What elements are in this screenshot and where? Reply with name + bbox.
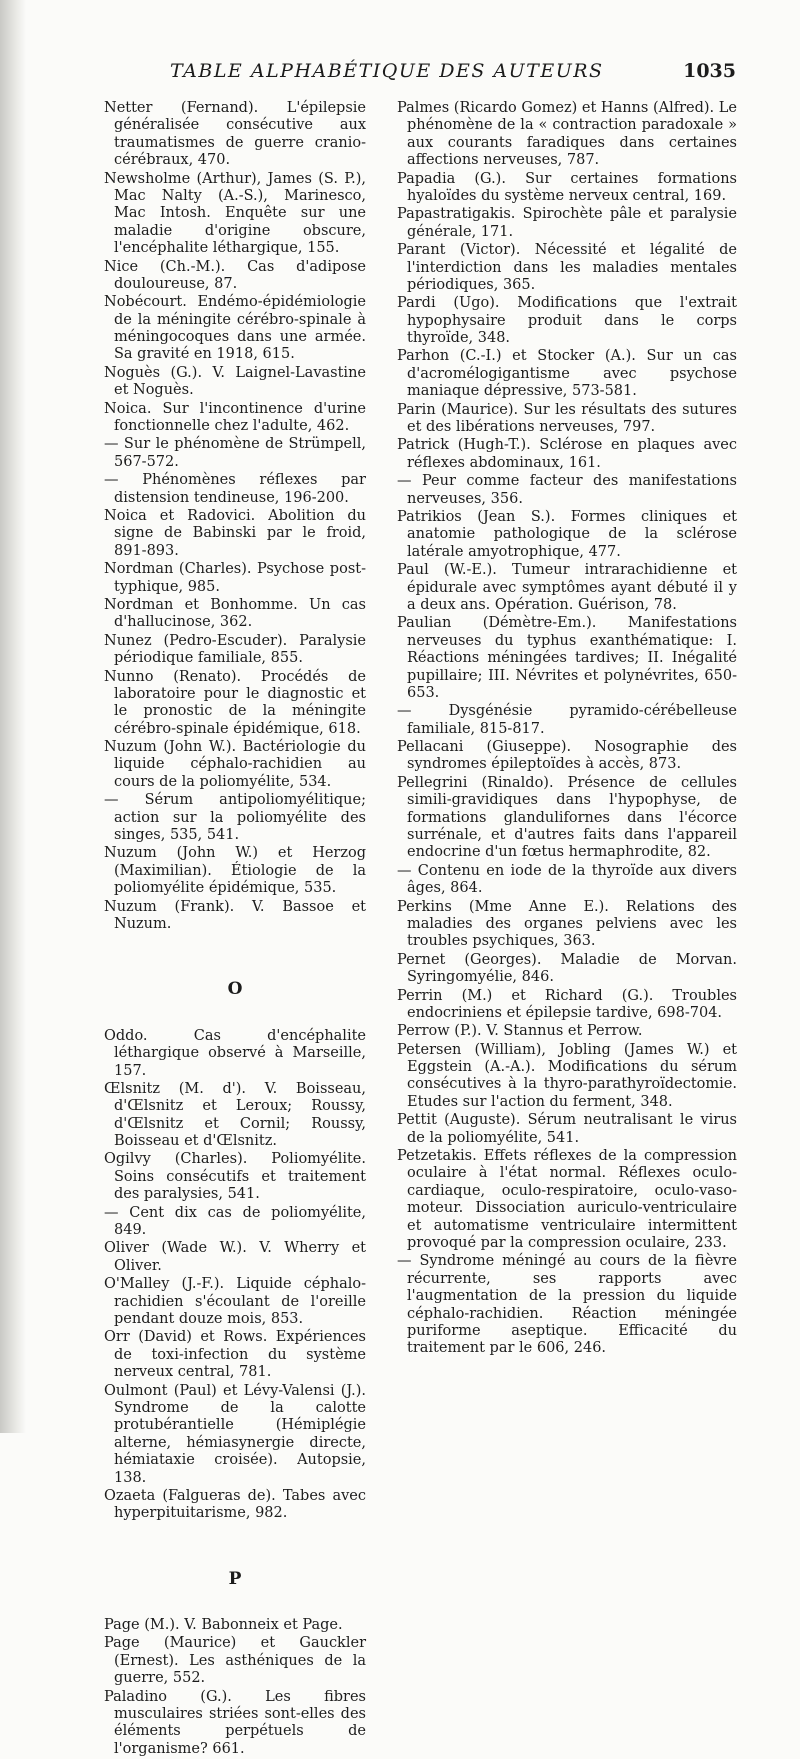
right-column: [397, 100, 737, 1359]
page-number: 1035: [683, 60, 736, 82]
p-entries-left: [104, 1617, 366, 1758]
index-entry: Nordman (Charles). Psychose post-typhique, 985.: [104, 561, 366, 595]
index-entry: Ogilvy (Charles). Poliomyélite. Soins consécutifs et traitement des paralysies, 541.: [104, 1151, 366, 1203]
o-entries: [104, 1028, 366, 1523]
index-entry: — Peur comme facteur des manifestations nerveuses, 356.: [397, 473, 737, 507]
index-entry: Perrow (P.). V. Stannus et Perrow.: [397, 1023, 643, 1040]
index-entry: Newsholme (Arthur), James (S. P.), Mac Nalty (A.-S.), Marinesco, Mac Intosh. Enquête sur une maladie d'origine obscure, l'encéphalite léthargique, 155.: [104, 170, 366, 257]
section-letter-p: P: [228, 1568, 242, 1589]
index-entry: Netter (Fernand). L'épilepsie généralisée consécutive aux traumatismes de guerre cranio-cérébraux, 470.: [104, 100, 366, 169]
index-entry: Parhon (C.-I.) et Stocker (A.). Sur un cas d'acromélogigantisme avec psychose maniaque dépressive, 573-581.: [397, 348, 737, 400]
index-entry: Perrin (M.) et Richard (G.). Troubles endocriniens et épilepsie tardive, 698-704.: [397, 987, 737, 1021]
index-entry: Noguès (G.). V. Laignel-Lavastine et Noguès.: [104, 364, 366, 399]
index-entry: Pellegrini (Rinaldo). Présence de cellules simili-gravidiques dans l'hypophyse, de formations glandulifornes dans l'écorce surrénale, et d'autres faits dans l'appareil endocrine d'un fœtus hermaphrodite, 82.: [397, 774, 737, 861]
index-entry: Patrick (Hugh-T.). Sclérose en plaques avec réflexes abdominaux, 161.: [397, 437, 737, 471]
index-entry: Palmes (Ricardo Gomez) et Hanns (Alfred). Le phénomène de la « contraction paradoxale » aux courants faradiques dans certaines affections nerveuses, 787.: [397, 100, 737, 169]
section-letter-o: O: [227, 979, 243, 1000]
index-entry: Papadia (G.). Sur certaines formations hyaloïdes du système nerveux central, 169.: [397, 170, 737, 204]
index-entry: — Sur le phénomène de Strümpell, 567-572.: [104, 436, 366, 470]
index-entry: Parin (Maurice). Sur les résultats des sutures et des libérations nerveuses, 797.: [397, 401, 737, 436]
index-entry: Nunno (Renato). Procédés de laboratoire pour le diagnostic et le pronostic de la méningite cérébro-spinale épidémique, 618.: [104, 668, 366, 737]
index-entry: Nunez (Pedro-Escuder). Paralysie périodique familiale, 855.: [104, 632, 366, 667]
index-entry: — Syndrome méningé au cours de la fièvre récurrente, ses rapports avec l'augmentation de la pression du liquide céphalo-rachidien. Réaction méningée puriforme aseptique. Efficacité du traitement par le 606, 246.: [397, 1253, 737, 1357]
index-entry: Nuzum (John W.). Bactériologie du liquide céphalo-rachidien au cours de la poliomyélite, 534.: [104, 739, 366, 790]
index-entry: Noica et Radovici. Abolition du signe de Babinski par le froid, 891-893.: [104, 507, 366, 559]
index-entry: Petersen (William), Jobling (James W.) et Eggstein (A.-A.). Modifications du sérum consécutives à la thyro-parathyroïdectomie. Etudes sur l'action du ferment, 348.: [397, 1041, 737, 1110]
index-entry: Petzetakis. Effets réflexes de la compression oculaire à l'état normal. Réflexes oculo-cardiaque, oculo-respiratoire, oculo-vaso-moteur. Dissociation auriculo-ventriculaire et automatisme ventriculaire intermittent provoqué par la compression oculaire, 233.: [397, 1148, 737, 1251]
page-header: [160, 60, 736, 90]
index-entry: — Dysgénésie pyramido-cérébelleuse familiale, 815-817.: [397, 703, 737, 737]
index-entry: — Contenu en iode de la thyroïde aux divers âges, 864.: [397, 862, 737, 897]
index-entry: Pettit (Auguste). Sérum neutralisant le virus de la poliomyélite, 541.: [397, 1112, 737, 1146]
running-title: TABLE ALPHABÉTIQUE DES AUTEURS: [170, 60, 604, 82]
n-entries: [104, 100, 366, 933]
index-entry: Ozaeta (Falgueras de). Tabes avec hyperpituitarisme, 982.: [104, 1487, 366, 1522]
index-entry: Paladino (G.). Les fibres musculaires striées sont-elles des éléments perpétuels de l'organisme? 661.: [104, 1688, 366, 1757]
index-entry: Papastratigakis. Spirochète pâle et paralysie générale, 171.: [397, 206, 737, 240]
index-entry: Pernet (Georges). Maladie de Morvan. Syringomyélie, 846.: [397, 951, 737, 986]
index-entry: Oddo. Cas d'encéphalite léthargique observé à Marseille, 157.: [104, 1027, 366, 1079]
index-entry: Patrikios (Jean S.). Formes cliniques et anatomie pathologique de la sclérose latérale amyotrophique, 477.: [397, 508, 737, 560]
index-entry: Paulian (Démètre-Em.). Manifestations nerveuses du typhus exanthématique: I. Réactions méningées tardives; II. Inégalité pupillaire; III. Névrites et polynévrites, 650-653.: [397, 615, 737, 701]
left-column: [104, 100, 366, 1759]
index-entry: Oliver (Wade W.). V. Wherry et Oliver.: [104, 1240, 366, 1274]
index-entry: Parant (Victor). Nécessité et légalité de l'interdiction dans les maladies mentales périodiques, 365.: [397, 242, 737, 293]
index-entry: Perkins (Mme Anne E.). Relations des maladies des organes pelviens avec les troubles psychiques, 363.: [397, 898, 737, 950]
index-entry: Noica. Sur l'incontinence d'urine fonctionnelle chez l'adulte, 462.: [104, 400, 366, 435]
index-entry: — Sérum antipoliomyélitique; action sur la poliomyélite des singes, 535, 541.: [104, 792, 366, 844]
index-entry: Pellacani (Giuseppe). Nosographie des syndromes épileptoïdes à accès, 873.: [397, 739, 737, 773]
index-entry: Pardi (Ugo). Modifications que l'extrait hypophysaire produit dans le corps thyroïde, 348.: [397, 295, 737, 347]
index-entry: O'Malley (J.-F.). Liquide céphalo-rachidien s'écoulant de l'oreille pendant douze mois, 853.: [104, 1276, 366, 1327]
index-entry: Paul (W.-E.). Tumeur intrarachidienne et épidurale avec symptômes ayant débuté il y a deux ans. Opération. Guérison, 78.: [397, 562, 737, 613]
index-entry: Page (M.). V. Babonneix et Page.: [104, 1617, 343, 1634]
book-spine-shadow: [0, 0, 26, 1433]
index-entry: Nuzum (John W.) et Herzog (Maximilian). Étiologie de la poliomyélite épidémique, 535.: [104, 845, 366, 897]
index-entry: — Phénomènes réflexes par distension tendineuse, 196-200.: [104, 472, 366, 506]
index-entry: Orr (David) et Rows. Expériences de toxi-infection du système nerveux central, 781.: [104, 1329, 366, 1381]
index-entry: Nuzum (Frank). V. Bassoe et Nuzum.: [104, 898, 366, 932]
index-entry: Nobécourt. Endémo-épidémiologie de la méningite cérébro-spinale à méningocoques dans une armée. Sa gravité en 1918, 615.: [104, 294, 366, 363]
index-entry: Page (Maurice) et Gauckler (Ernest). Les asthéniques de la guerre, 552.: [104, 1635, 366, 1687]
index-entry: Œlsnitz (M. d'). V. Boisseau, d'Œlsnitz et Leroux; Roussy, d'Œlsnitz et Cornil; Roussy, Boisseau et d'Œlsnitz.: [104, 1080, 366, 1150]
index-entry: Oulmont (Paul) et Lévy-Valensi (J.). Syndrome de la calotte protubérantielle (Hémiplégie alterne, hémiasynergie directe, hémiataxie croisée). Autopsie, 138.: [104, 1382, 366, 1486]
index-entry: Nice (Ch.-M.). Cas d'adipose douloureuse, 87.: [104, 258, 366, 292]
index-entry: — Cent dix cas de poliomyélite, 849.: [104, 1204, 366, 1239]
index-entry: Nordman et Bonhomme. Un cas d'hallucinose, 362.: [104, 596, 366, 631]
